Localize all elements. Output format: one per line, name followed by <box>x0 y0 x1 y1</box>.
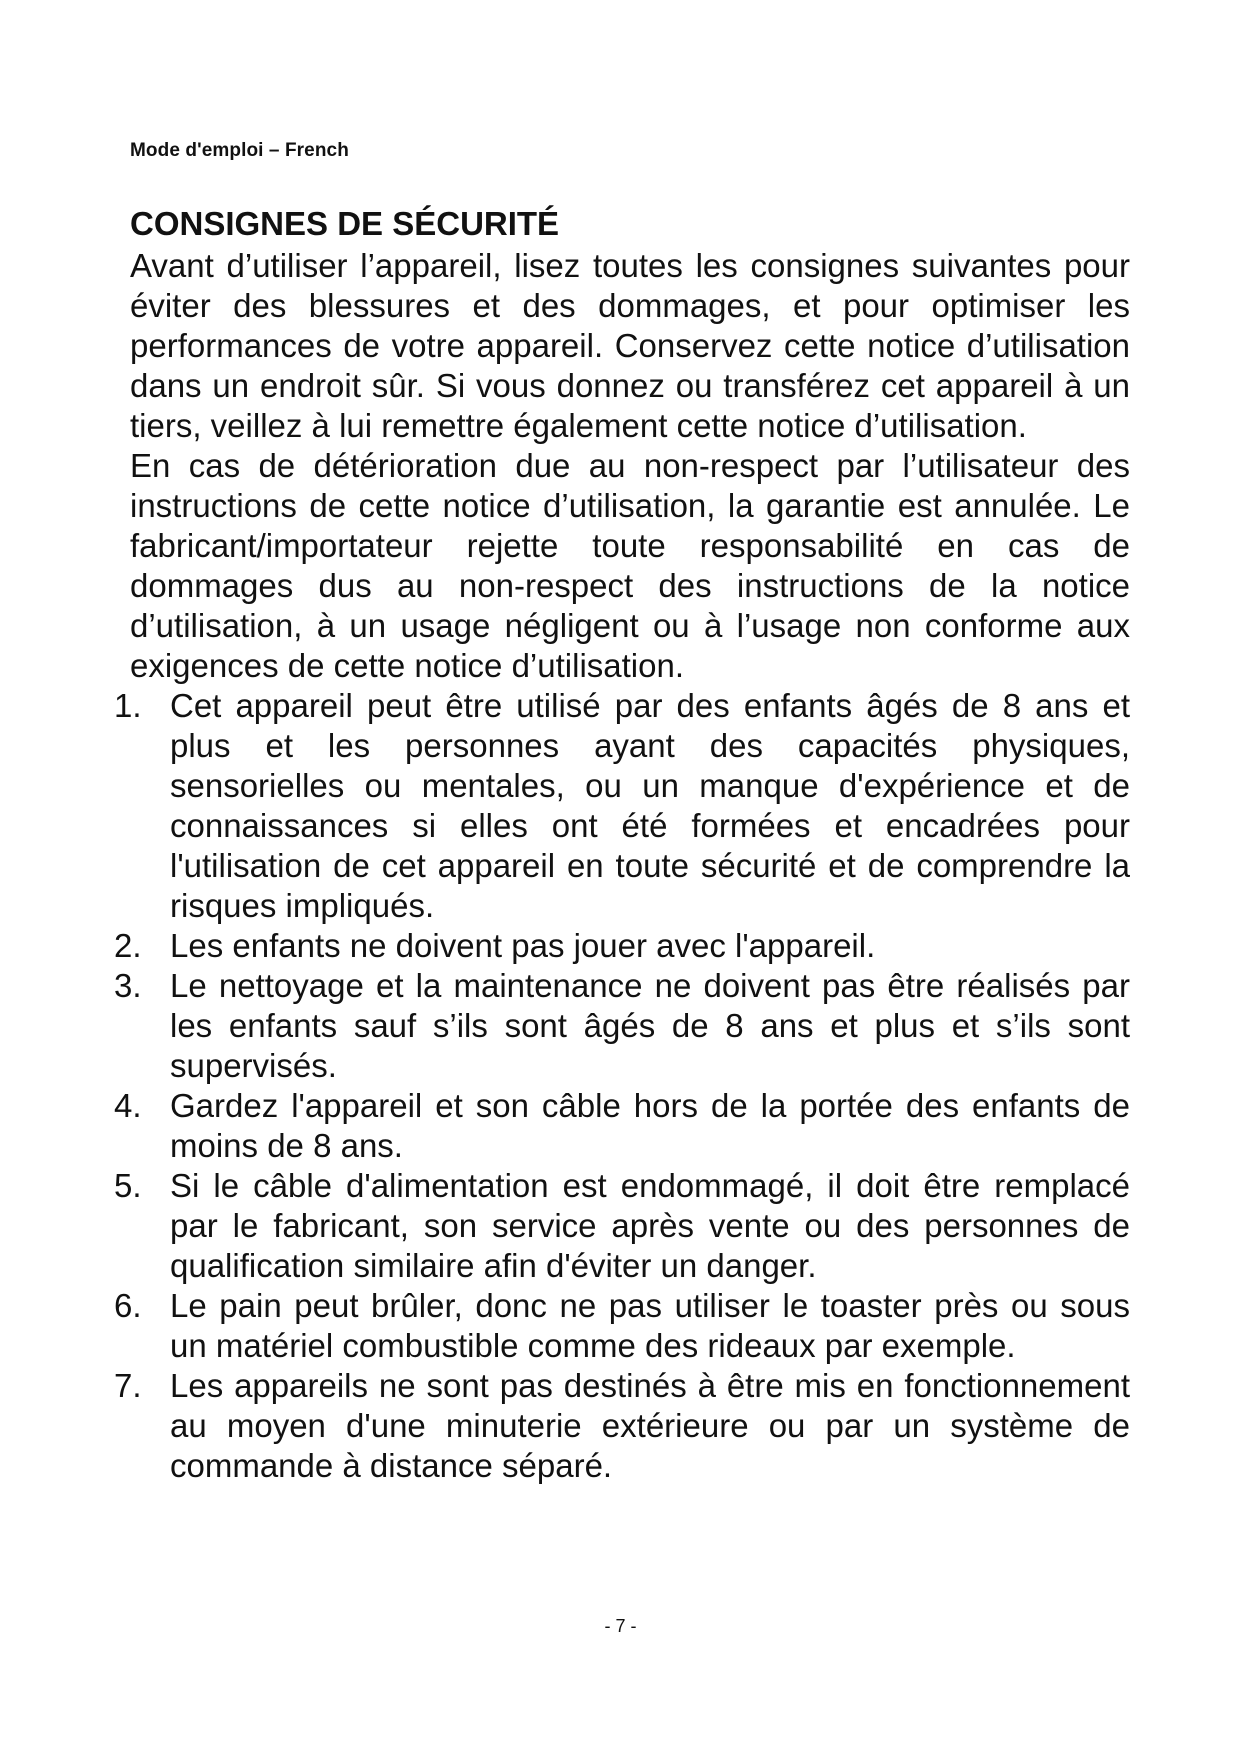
list-item <box>114 926 1130 966</box>
list-item <box>114 1286 1130 1366</box>
list-item-text: Si le câble d'alimentation est endommagé, il doit être remplacé par le fabricant, son service après vente ou des personnes de qualification similaire afin d'éviter un danger. <box>170 1167 1130 1284</box>
list-item <box>114 1086 1130 1166</box>
page-number: - 7 - <box>604 1616 637 1636</box>
section-title: CONSIGNES DE SÉCURITÉ <box>130 205 560 242</box>
list-item-number: 7. <box>114 1367 142 1404</box>
list-item-number: 4. <box>114 1087 142 1124</box>
safety-instructions-list <box>114 686 1130 1486</box>
list-item-text: Le nettoyage et la maintenance ne doivent pas être réalisés par les enfants sauf s’ils sont âgés de 8 ans et plus et s’ils sont supervisés. <box>170 967 1130 1084</box>
list-item-number: 5. <box>114 1167 142 1204</box>
list-item <box>114 1166 1130 1286</box>
document-body <box>114 246 1130 1486</box>
list-item-number: 2. <box>114 927 142 964</box>
list-item-text: Les enfants ne doivent pas jouer avec l'appareil. <box>170 927 876 964</box>
list-item <box>114 1366 1130 1486</box>
list-item-number: 3. <box>114 967 142 1004</box>
list-item <box>114 966 1130 1086</box>
list-item-text: Les appareils ne sont pas destinés à être mis en fonctionnement au moyen d'une minuterie extérieure ou par un système de commande à distance séparé. <box>170 1367 1130 1484</box>
warranty-paragraph: En cas de détérioration due au non-respect par l’utilisateur des instructions de cette notice d’utilisation, la garantie est annulée. Le fabricant/importateur rejette toute responsabilité en cas de dommages dus au non-respect des instructions de la notice d’utilisation, à un usage négligent ou à l’usage non conforme aux exigences de cette notice d’utilisation. <box>130 447 1130 684</box>
list-item-number: 6. <box>114 1287 142 1324</box>
list-item-text: Le pain peut brûler, donc ne pas utiliser le toaster près ou sous un matériel combustible comme des rideaux par exemple. <box>170 1287 1130 1364</box>
intro-paragraph: Avant d’utiliser l’appareil, lisez toutes les consignes suivantes pour éviter des blessures et des dommages, et pour optimiser les performances de votre appareil. Conservez cette notice d’utilisation dans un endroit sûr. Si vous donnez ou transférez cet appareil à un tiers, veillez à lui remettre également cette notice d’utilisation. <box>130 247 1130 444</box>
list-item-text: Gardez l'appareil et son câble hors de la portée des enfants de moins de 8 ans. <box>170 1087 1130 1164</box>
header-label: Mode d'emploi – French <box>130 140 349 161</box>
list-item <box>114 686 1130 926</box>
list-item-number: 1. <box>114 687 142 724</box>
list-item-text: Cet appareil peut être utilisé par des enfants âgés de 8 ans et plus et les personnes ayant des capacités physiques, sensorielles ou mentales, ou un manque d'expérience et de connaissances si elles ont été formées et encadrées pour l'utilisation de cet appareil en toute sécurité et de comprendre la risques impliqués. <box>170 687 1130 924</box>
